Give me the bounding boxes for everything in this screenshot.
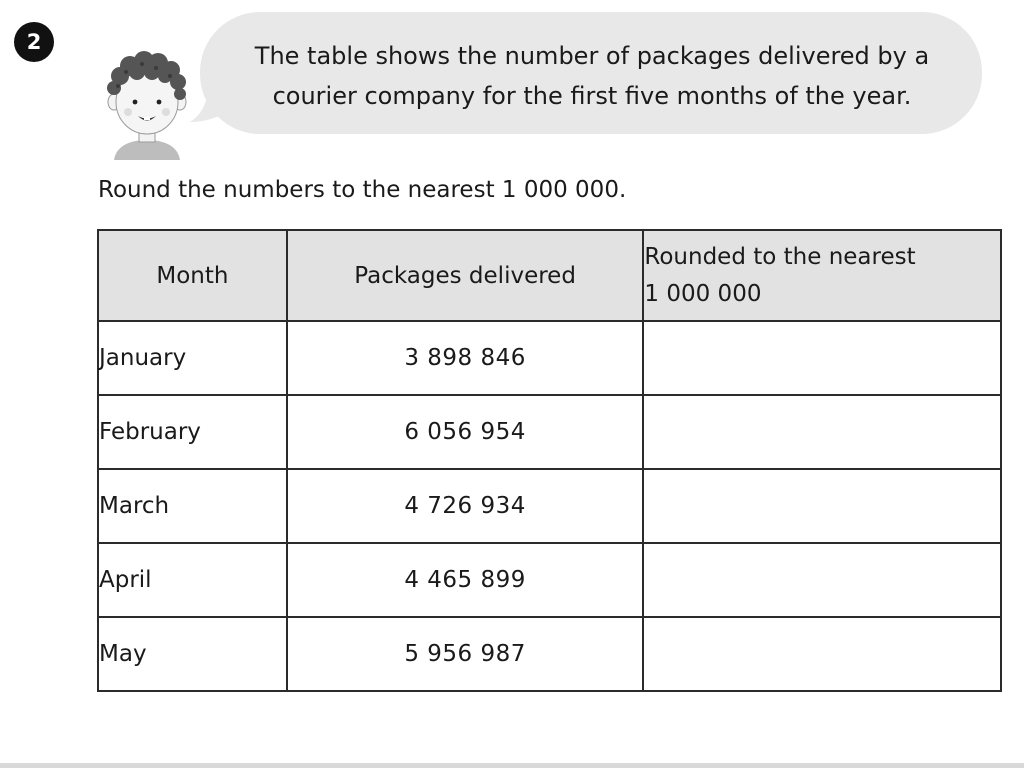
table-row — [98, 321, 1001, 395]
cell-packages: 4 465 899 — [287, 543, 644, 617]
cell-month: March — [98, 469, 287, 543]
header-month: Month — [98, 230, 287, 321]
speech-line-2: courier company for the first five months of the year. — [272, 82, 912, 110]
speech-line-1: The table shows the number of packages delivered by a — [254, 42, 930, 70]
cell-packages: 4 726 934 — [287, 469, 644, 543]
cell-month: April — [98, 543, 287, 617]
speech-text — [222, 36, 962, 116]
cell-rounded-answer[interactable] — [643, 321, 1001, 395]
cell-month: May — [98, 617, 287, 691]
cell-rounded-answer[interactable] — [643, 543, 1001, 617]
header-rounded-line-2: 1 000 000 — [644, 280, 762, 307]
header-packages-delivered: Packages delivered — [287, 230, 644, 321]
child-character-illustration — [92, 42, 202, 160]
table-row — [98, 469, 1001, 543]
table-row — [98, 395, 1001, 469]
cell-month: February — [98, 395, 287, 469]
instruction-text: Round the numbers to the nearest 1 000 000. — [98, 177, 627, 203]
table-row — [98, 543, 1001, 617]
header-rounded-line-1: Rounded to the nearest — [644, 243, 916, 270]
cell-packages: 3 898 846 — [287, 321, 644, 395]
question-number-badge — [14, 22, 54, 62]
cell-packages: 5 956 987 — [287, 617, 644, 691]
header-rounded — [643, 230, 1001, 321]
table-header-row — [98, 230, 1001, 321]
bottom-divider — [0, 763, 1024, 768]
cell-rounded-answer[interactable] — [643, 395, 1001, 469]
packages-table — [97, 229, 1002, 692]
table-row — [98, 617, 1001, 691]
cell-rounded-answer[interactable] — [643, 617, 1001, 691]
question-number: 2 — [26, 30, 42, 54]
cell-packages: 6 056 954 — [287, 395, 644, 469]
cell-month: January — [98, 321, 287, 395]
cell-rounded-answer[interactable] — [643, 469, 1001, 543]
